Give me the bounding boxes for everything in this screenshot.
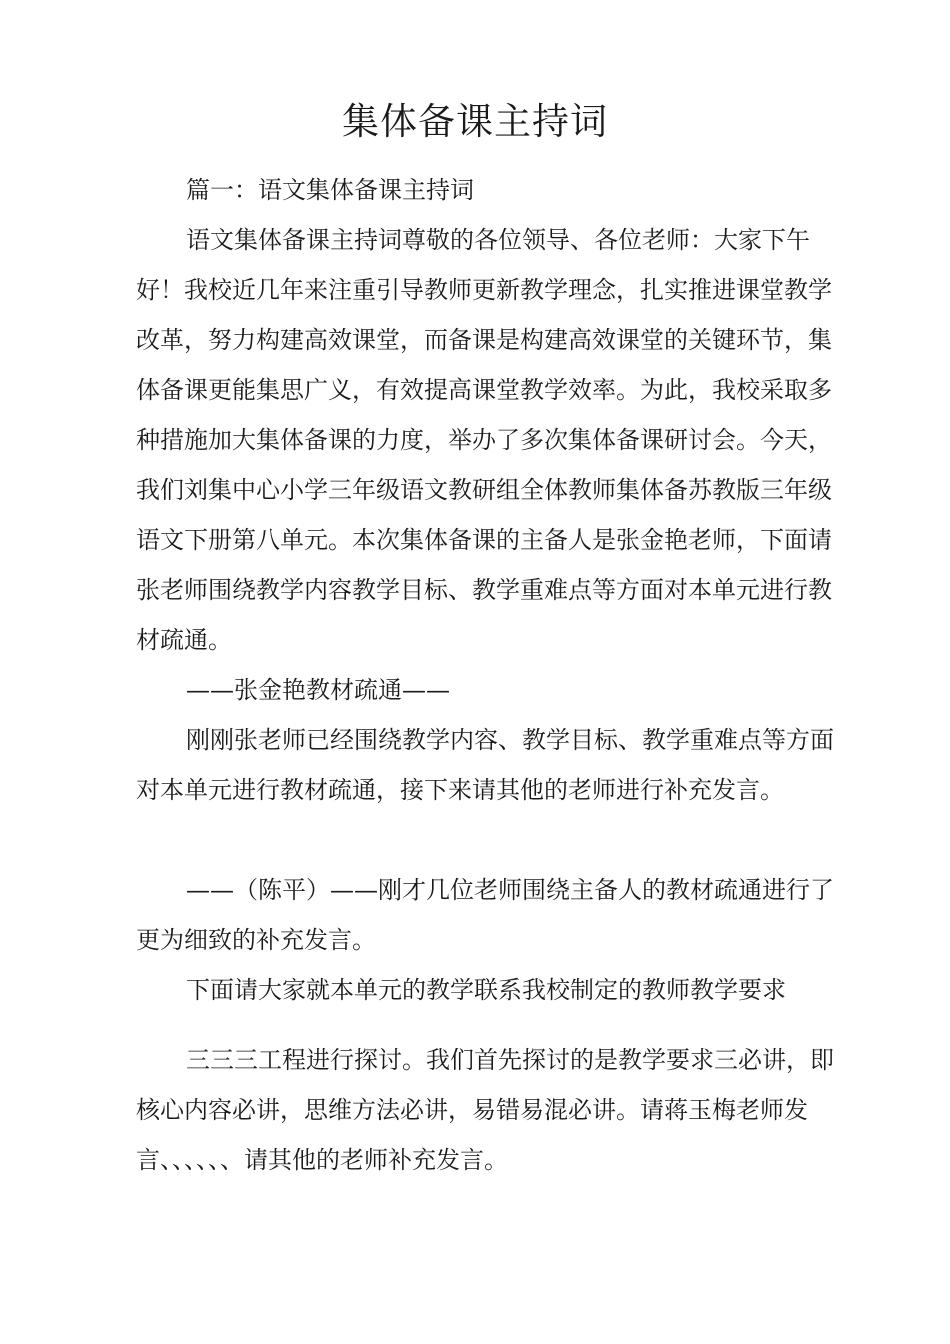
paragraph-chen-ping-summary: ——（陈平）——刚才几位老师围绕主备人的教材疏通进行了更为细致的补充发言。 — [136, 876, 834, 954]
paragraph-discussion-intro: 下面请大家就本单元的教学联系我校制定的教师教学要求 — [186, 976, 786, 1004]
section-heading: 篇一：语文集体备课主持词 — [186, 176, 474, 204]
document-title: 集体备课主持词 — [342, 100, 608, 143]
paragraph-opening-remarks: 语文集体备课主持词尊敬的各位领导、各位老师：大家下午好！我校近几年来注重引导教师更新教学理念，扎实推进课堂教学改革，努力构建高效课堂，而备课是构建高效课堂的关键环节，集体备课更能集思广义，有效提高课堂教学效率。为此，我校采取多种措施加大集体备课的力度，举办了多次集体备课研讨会。今天，我们刘集中心小学三年级语文教研组全体教师集体备苏教版三年级语文下册第八单元。本次集体备课的主备人是张金艳老师，下面请张老师围绕教学内容教学目标、教学重难点等方面对本单元进行教材疏通。 — [136, 226, 832, 654]
paragraph-three-musts: 三三三工程进行探讨。我们首先探讨的是教学要求三必讲，即核心内容必讲，思维方法必讲，易错易混必讲。请蒋玉梅老师发言、、、、、、请其他的老师补充发言。 — [136, 1046, 834, 1174]
paragraph-material-review-marker: ——张金艳教材疏通—— — [186, 676, 450, 704]
paragraph-supplementary-invitation: 刚刚张老师已经围绕教学内容、教学目标、教学重难点等方面对本单元进行教材疏通，接下来请其他的老师进行补充发言。 — [136, 726, 834, 804]
